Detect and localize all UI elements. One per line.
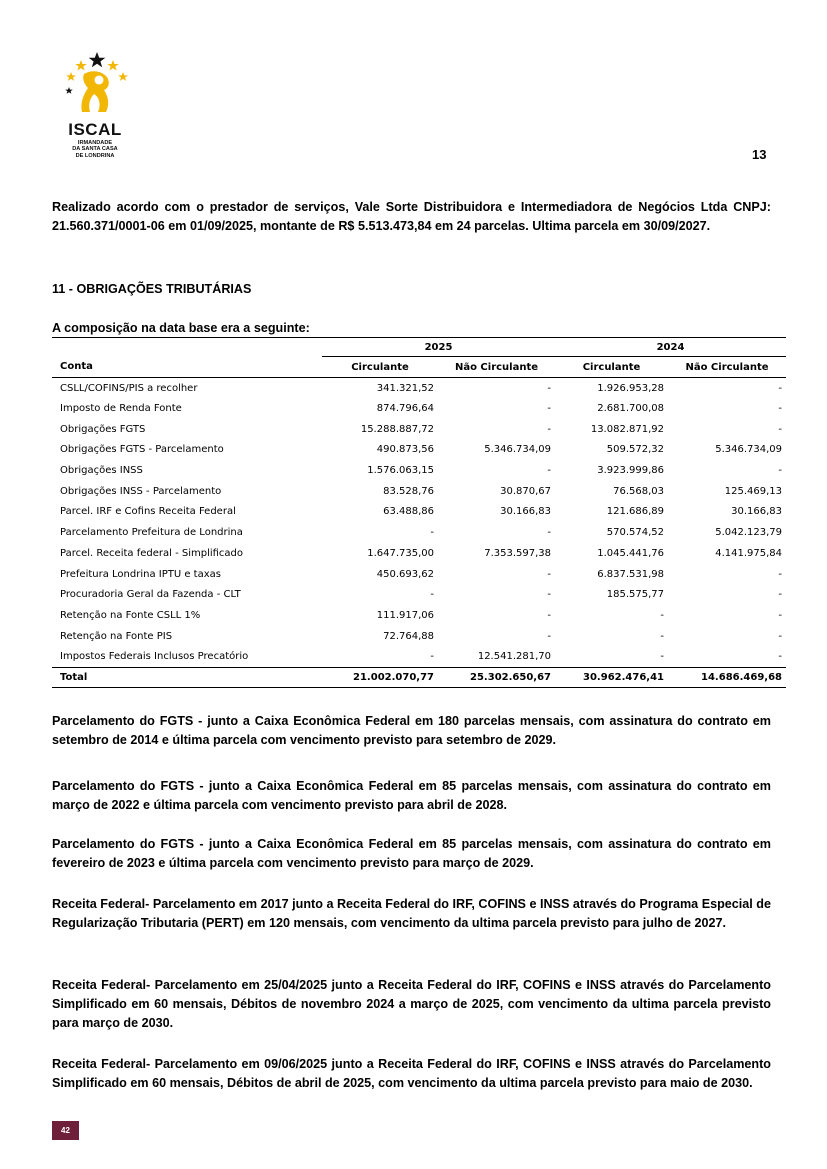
amount-cell: 125.469,13 <box>724 485 782 497</box>
account-name-cell: Imposto de Renda Fonte <box>60 403 182 415</box>
amount-cell: 1.926.953,28 <box>597 382 664 394</box>
note-text: - junto a Caixa Econômica Federal em 85 parcelas mensais, com assinatura do contrato em fevereiro de 2023 e última parcela com vencimento previsto para março de 2029. <box>52 837 772 870</box>
total-cell: Total <box>52 667 322 688</box>
intro-paragraph: Realizado acordo com o prestador de serviços, Vale Sorte Distribuidora e Intermediadora de Negócios Ltda CNPJ: 21.560.371/0001-06 em 01/09/2025, montante de R$ 5.513.473,84 em 24 parcelas. Ultima parcela em 30/09/2027. <box>52 200 771 233</box>
amount-cell: - <box>778 651 782 663</box>
table-row <box>52 646 786 667</box>
total-cell: 21.002.070,77 <box>322 667 438 688</box>
note-text: - Parcelamento em 09/06/2025 junto a Receita Federal do IRF, COFINS e INSS através do Parcelamento Simplificado em 60 mensais, Débitos de abril de 2025, com vencimento da ultima parcela previsto para maio de 2030. <box>52 1057 772 1090</box>
amount-cell: 5.042.123,79 <box>715 527 782 539</box>
account-name-cell: Obrigações FGTS - Parcelamento <box>60 444 224 456</box>
amount-cell: - <box>430 589 434 601</box>
amount-cell: 874.796,64 <box>376 403 434 415</box>
amount-cell: 490.873,56 <box>376 444 434 456</box>
amount-cell: - <box>430 651 434 663</box>
note-paragraph <box>52 976 771 1033</box>
amount-cell: 30.166,83 <box>731 506 782 518</box>
table-row <box>52 378 786 399</box>
tax-obligations-table <box>52 337 786 688</box>
amount-cell: 570.574,52 <box>606 527 664 539</box>
amount-cell: - <box>547 609 551 621</box>
amount-cell: - <box>778 609 782 621</box>
table-intro: A composição na data base era a seguinte: <box>52 321 310 335</box>
amount-cell: 12.541.281,70 <box>477 651 551 663</box>
account-name-cell: Impostos Federais Inclusos Precatório <box>60 651 249 663</box>
logo-subtitle-line: IRMANDADE <box>77 140 113 146</box>
note-lead: Receita Federal <box>52 978 146 992</box>
account-name-cell: Parcel. Receita federal - Simplificado <box>60 547 244 559</box>
table-row <box>52 605 786 626</box>
amount-cell: 30.870,67 <box>500 485 551 497</box>
amount-cell: 3.923.999,86 <box>597 465 664 477</box>
amount-cell: 2.681.700,08 <box>597 403 664 415</box>
amount-cell: 1.647.735,00 <box>367 547 434 559</box>
amount-cell: - <box>547 527 551 539</box>
note-paragraph <box>52 1055 771 1093</box>
amount-cell: 83.528,76 <box>383 485 434 497</box>
total-cell: 14.686.469,68 <box>668 667 786 688</box>
table-row <box>52 419 786 440</box>
amount-cell: - <box>547 382 551 394</box>
amount-cell: 5.346.734,09 <box>715 444 782 456</box>
amount-cell: - <box>778 589 782 601</box>
amount-cell: 111.917,06 <box>376 609 434 621</box>
note-lead: Receita Federal <box>52 897 146 911</box>
note-text: - Parcelamento em 2017 junto a Receita Federal do IRF, COFINS e INSS através do Programa Especial de Regularização Tributaria (PERT) em 120 mensais, com vencimento da ultima parcela previsto para julho de 2027. <box>52 897 772 930</box>
table-row <box>52 502 786 523</box>
amount-cell: - <box>778 630 782 642</box>
logo-name: ISCAL <box>68 120 122 139</box>
table-year-2025: 2025 <box>322 338 555 357</box>
note-text: - Parcelamento em 25/04/2025 junto a Receita Federal do IRF, COFINS e INSS através do Parcelamento Simplificado em 60 mensais, Débitos de novembro 2024 a março de 2025, com vencimento da ultima parcela previsto para março de 2030. <box>52 978 772 1030</box>
logo-emblem-icon <box>52 50 142 122</box>
account-name-cell: Retenção na Fonte PIS <box>60 630 173 642</box>
note-lead: Receita Federal <box>52 1057 146 1071</box>
amount-cell: 7.353.597,38 <box>484 547 551 559</box>
note-lead: Parcelamento do FGTS <box>52 837 195 851</box>
account-name-cell: Procuradoria Geral da Fazenda - CLT <box>60 589 241 601</box>
table-year-2024: 2024 <box>555 338 786 357</box>
amount-cell: - <box>547 465 551 477</box>
amount-cell: 6.837.531,98 <box>597 568 664 580</box>
amount-cell: 1.045.441,76 <box>597 547 664 559</box>
amount-cell: 450.693,62 <box>376 568 434 580</box>
logo-subtitle <box>54 140 136 159</box>
amount-cell: 13.082.871,92 <box>590 423 664 435</box>
column-header: Conta <box>52 357 322 378</box>
account-name-cell: CSLL/COFINS/PIS a recolher <box>60 382 198 394</box>
amount-cell: 5.346.734,09 <box>484 444 551 456</box>
note-text: - junto a Caixa Econômica Federal em 180 parcelas mensais, com assinatura do contrato em setembro de 2014 e última parcela com vencimento previsto para setembro de 2029. <box>52 714 772 747</box>
amount-cell: - <box>547 568 551 580</box>
amount-cell: 185.575,77 <box>606 589 664 601</box>
note-lead: Parcelamento do FGTS <box>52 779 195 793</box>
table-row <box>52 543 786 564</box>
account-name-cell: Obrigações INSS <box>60 465 143 477</box>
table-body <box>52 378 786 688</box>
amount-cell: - <box>778 423 782 435</box>
account-name-cell: Parcelamento Prefeitura de Londrina <box>60 527 243 539</box>
amount-cell: 121.686,89 <box>606 506 664 518</box>
amount-cell: - <box>547 423 551 435</box>
amount-cell: 76.568,03 <box>613 485 664 497</box>
logo-subtitle-line: DA SANTA CASA <box>72 146 118 153</box>
amount-cell: 15.288.887,72 <box>360 423 434 435</box>
table-year-header-row <box>52 338 786 357</box>
iscal-logo <box>52 50 142 162</box>
table-row <box>52 440 786 461</box>
logo-subtitle-line: DE LONDRINA <box>75 152 115 159</box>
amount-cell: - <box>547 403 551 415</box>
column-header: Não Circulante <box>668 357 786 378</box>
amount-cell: - <box>778 403 782 415</box>
amount-cell: - <box>430 527 434 539</box>
table-row <box>52 564 786 585</box>
amount-cell: 1.576.063,15 <box>367 465 434 477</box>
note-lead: Parcelamento do FGTS <box>52 714 194 728</box>
note-paragraph <box>52 777 771 815</box>
table-row <box>52 398 786 419</box>
note-paragraph <box>52 895 771 933</box>
total-cell: 25.302.650,67 <box>438 667 555 688</box>
account-name-cell: Parcel. IRF e Cofins Receita Federal <box>60 506 236 518</box>
amount-cell: 72.764,88 <box>383 630 434 642</box>
footer-page-badge: 42 <box>52 1121 79 1140</box>
section-title: 11 - OBRIGAÇÕES TRIBUTÁRIAS <box>52 282 252 296</box>
amount-cell: 30.166,83 <box>500 506 551 518</box>
column-header: Circulante <box>555 357 668 378</box>
page-number: 13 <box>752 147 767 162</box>
account-name-cell: Obrigações INSS - Parcelamento <box>60 485 222 497</box>
amount-cell: 4.141.975,84 <box>715 547 782 559</box>
amount-cell: - <box>547 630 551 642</box>
amount-cell: - <box>660 609 664 621</box>
amount-cell: - <box>660 630 664 642</box>
amount-cell: - <box>660 651 664 663</box>
account-name-cell: Prefeitura Londrina IPTU e taxas <box>60 568 221 580</box>
amount-cell: 63.488,86 <box>383 506 434 518</box>
account-name-cell: Retenção na Fonte CSLL 1% <box>60 609 201 621</box>
column-header: Circulante <box>322 357 438 378</box>
column-header: Não Circulante <box>438 357 555 378</box>
amount-cell: - <box>778 465 782 477</box>
table-row <box>52 481 786 502</box>
note-paragraph <box>52 835 771 873</box>
table-column-header-row <box>52 357 786 378</box>
amount-cell: - <box>778 568 782 580</box>
table-row <box>52 584 786 605</box>
amount-cell: 341.321,52 <box>376 382 434 394</box>
total-cell: 30.962.476,41 <box>555 667 668 688</box>
table-row <box>52 626 786 647</box>
amount-cell: - <box>778 382 782 394</box>
account-name-cell: Obrigações FGTS <box>60 423 146 435</box>
note-text: - junto a Caixa Econômica Federal em 85 parcelas mensais, com assinatura do contrato em março de 2022 e última parcela com vencimento previsto para abril de 2028. <box>52 779 772 812</box>
amount-cell: - <box>547 589 551 601</box>
table-row <box>52 522 786 543</box>
amount-cell: 509.572,32 <box>606 444 664 456</box>
table-total-row <box>52 667 786 688</box>
table-header-blank <box>52 338 322 357</box>
table-row <box>52 460 786 481</box>
note-paragraph <box>52 712 771 750</box>
